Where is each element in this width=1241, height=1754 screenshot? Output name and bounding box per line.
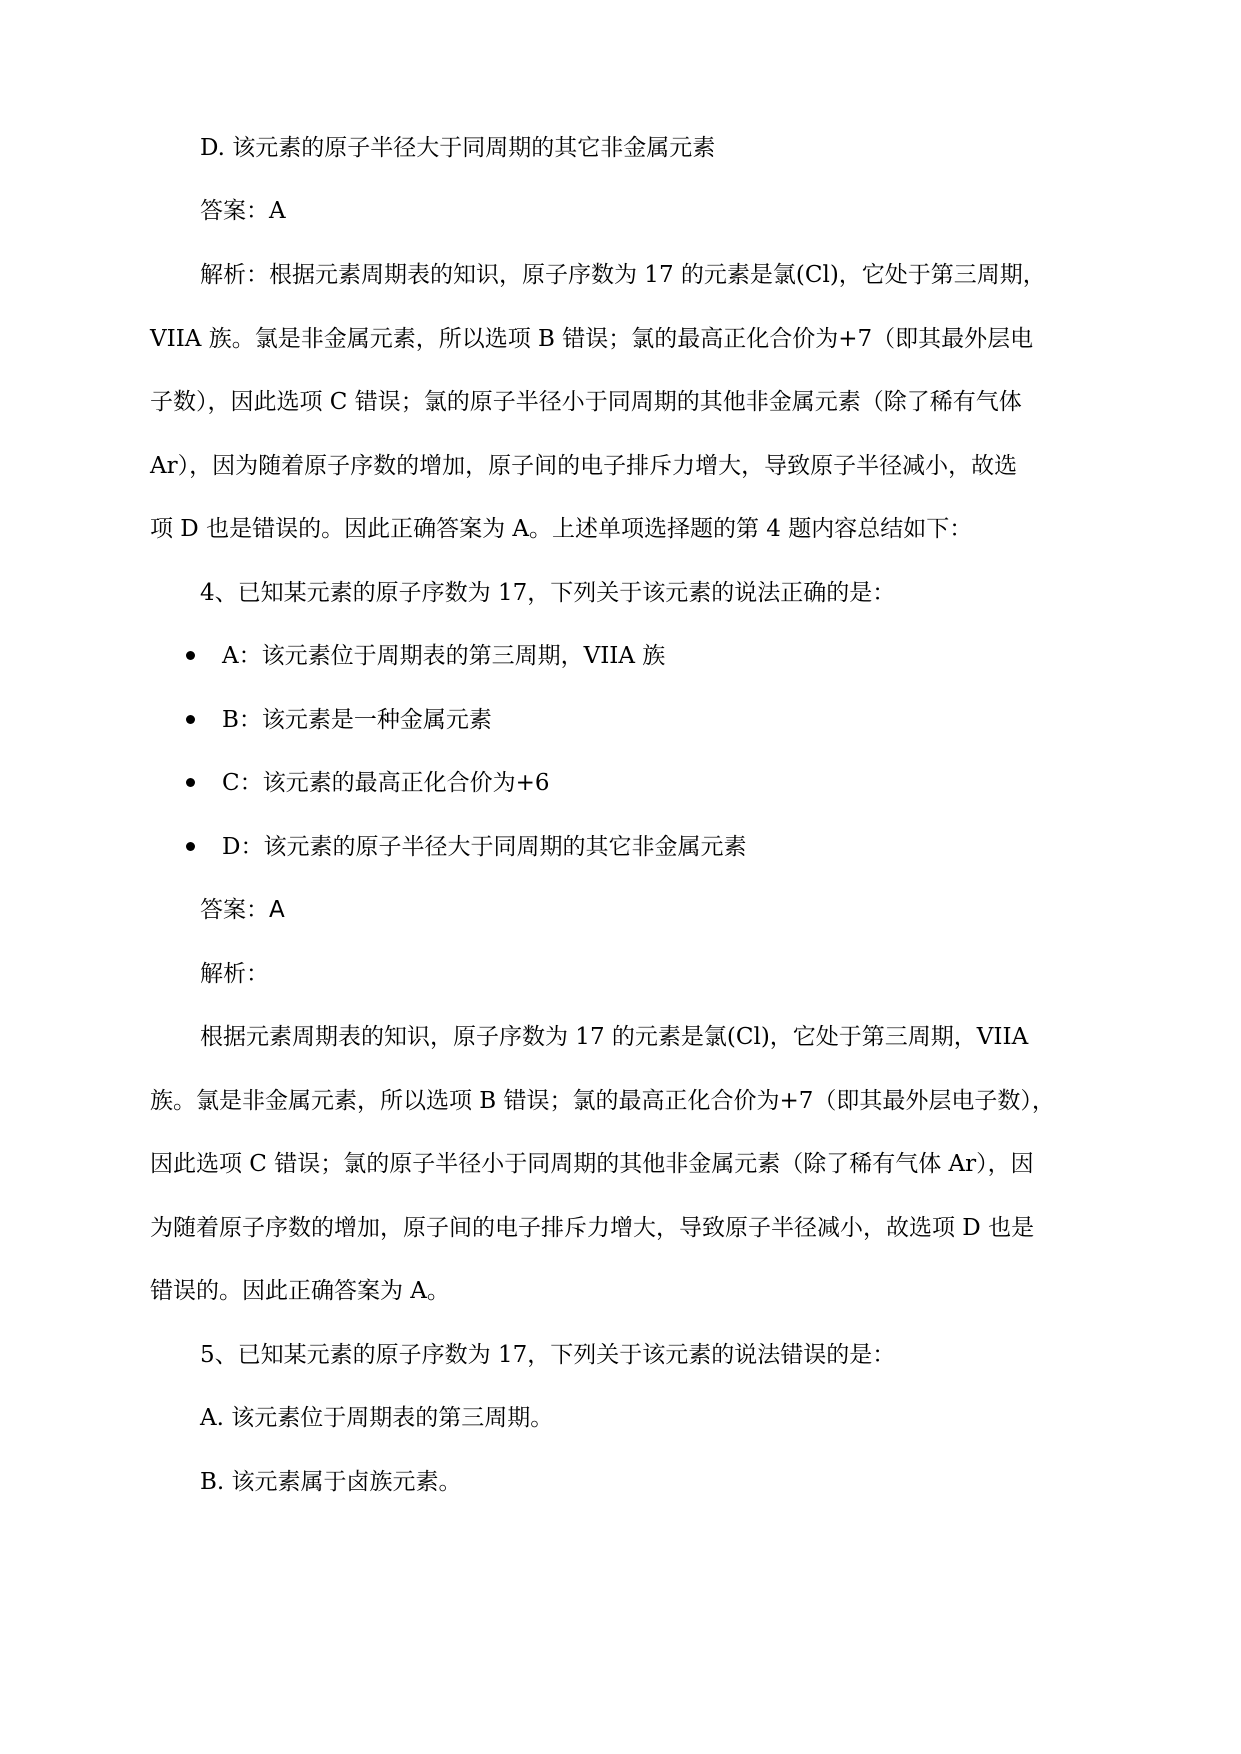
q4-option-a (186, 639, 665, 673)
q4-answer (200, 893, 1140, 927)
q5-option-b: B. 该元素属于卤族元素。 (200, 1469, 462, 1495)
q3-analysis-line-2: VIIA 族。氯是非金属元素，所以选项 B 错误；氯的最高正化合价为+7（即其最外层电 (150, 326, 1034, 352)
q4-analysis-line-4: 为随着原子序数的增加，原子间的电子排斥力增大，导致原子半径减小，故选项 D 也是 (150, 1215, 1035, 1241)
q4-answer-value: A (269, 897, 285, 923)
q3-analysis-line-4: Ar），因为随着原子序数的增加，原子间的电子排斥力增大，导致原子半径减小，故选 (150, 453, 1018, 479)
q4-analysis-line-1: 根据元素周期表的知识，原子序数为 17 的元素是氯(Cl)，它处于第三周期，VIIA (200, 1024, 1029, 1050)
q4-analysis-line-2: 族。氯是非金属元素，所以选项 B 错误；氯的最高正化合价为+7（即其最外层电子数）， (150, 1088, 1055, 1114)
q4-option-d (186, 830, 746, 864)
q5-option-a: A. 该元素位于周期表的第三周期。 (200, 1405, 554, 1431)
bullet-icon (186, 842, 195, 851)
q4-option-c (186, 766, 550, 800)
q3-analysis-line-5: 项 D 也是错误的。因此正确答案为 A。上述单项选择题的第 4 题内容总结如下： (150, 516, 973, 542)
q4-analysis-line-5: 错误的。因此正确答案为 A。 (150, 1278, 450, 1304)
q3-option-d: D. 该元素的原子半径大于同周期的其它非金属元素 (200, 135, 716, 161)
q4-analysis-label: 解析： (200, 961, 269, 987)
q4-answer-label: 答案： (200, 897, 269, 923)
q4-stem: 4、已知某元素的原子序数为 17，下列关于该元素的说法正确的是： (200, 580, 896, 606)
q4-analysis-line-3: 因此选项 C 错误；氯的原子半径小于同周期的其他非金属元素（除了稀有气体 Ar），因 (150, 1151, 1034, 1177)
q3-analysis-line-1: 解析：根据元素周期表的知识，原子序数为 17 的元素是氯(Cl)，它处于第三周期， (200, 262, 1046, 288)
q3-answer: 答案：A (200, 198, 286, 224)
q5-stem: 5、已知某元素的原子序数为 17，下列关于该元素的说法错误的是： (200, 1342, 896, 1368)
q4-option-b (186, 703, 492, 737)
q3-analysis-line-3: 子数），因此选项 C 错误；氯的原子半径小于同周期的其他非金属元素（除了稀有气体 (150, 389, 1022, 415)
bullet-icon (186, 778, 195, 787)
bullet-icon (186, 651, 195, 660)
q4-option-a-text: A：该元素位于周期表的第三周期，VIIA 族 (222, 643, 666, 669)
q4-option-b-text: B：该元素是一种金属元素 (222, 707, 492, 733)
q4-option-c-text: C：该元素的最高正化合价为+6 (222, 770, 550, 796)
bullet-icon (186, 715, 195, 724)
q4-option-d-text: D：该元素的原子半径大于同周期的其它非金属元素 (222, 834, 747, 860)
